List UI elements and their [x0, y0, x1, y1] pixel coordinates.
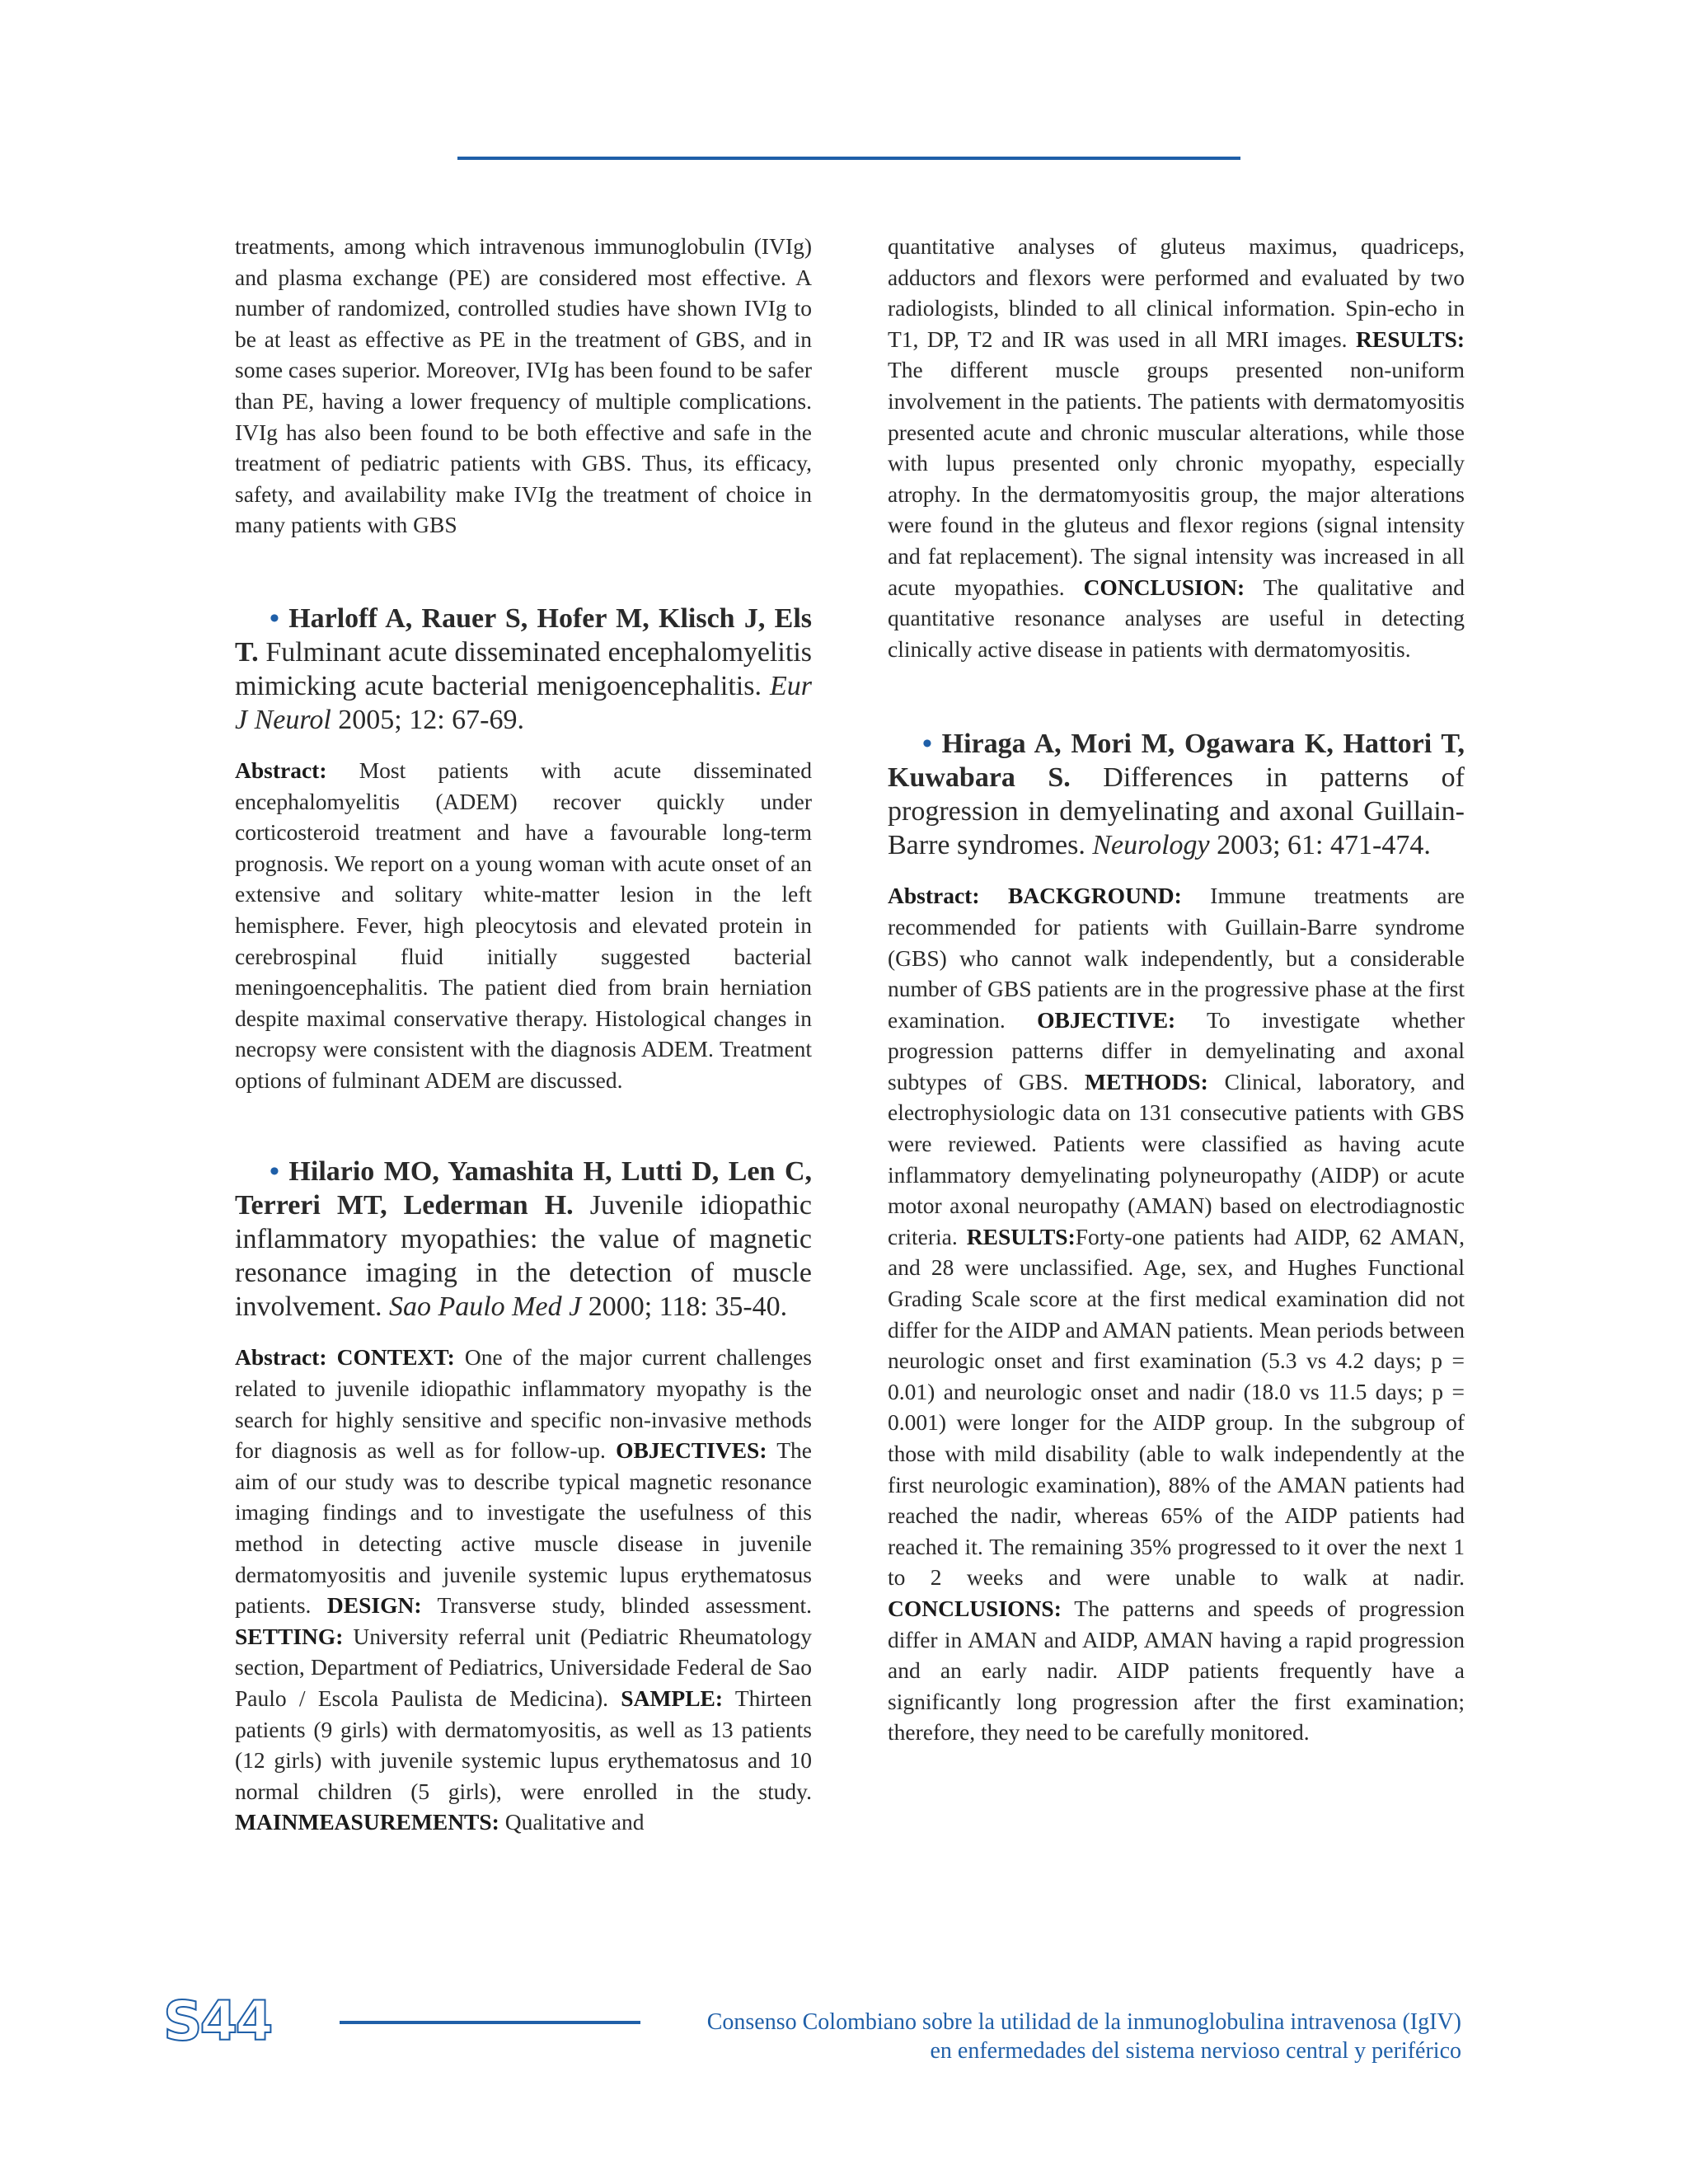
design-label: DESIGN: — [326, 1592, 422, 1619]
conclusions-label: CONCLUSIONS: — [888, 1595, 1062, 1621]
reference-harloff — [235, 602, 812, 737]
sample-label: SAMPLE: — [621, 1685, 724, 1711]
objectives-text: The aim of our study was to describe typical magnetic resonance imaging findings and to investigate the usefulness of this method in detecting active muscle disease in juvenile dermatomyositis and juvenile systemic lupus erythematosus patients. — [235, 1437, 813, 1619]
methods-label: METHODS: — [1085, 1068, 1208, 1094]
abstract-label: Abstract: — [235, 757, 327, 783]
abstract-text: Most patients with acute disseminated encephalomyelitis (ADEM) recover quickly under corticosteroid treatment and have a favourable long-term prognosis. We report on a young woman with acute onset of an extensive and solitary white-matter lesion in the left hemisphere. Fever, high pleocytosis and elevated protein in cerebrospinal fluid initially suggested bacterial meningoencephalitis. The patient died from brain herniation despite maximal conservative therapy. Histological changes in necropsy were consistent with the diagnosis ADEM. Treatment options of fulminant ADEM are discussed. — [235, 757, 812, 1093]
ref-authors: Hilario MO, Yamashita H, Lutti D, Len C, Terreri MT, Lederman H. — [235, 1156, 813, 1221]
abstract-label: Abstract: — [235, 1344, 327, 1371]
context-label: CONTEXT: — [336, 1344, 455, 1371]
context-text: One of the major current challenges related to juvenile idiopathic inflammatory myopathy is the search for highly sensitive and specific non-invasive methods for diagnosis as well as for follow-up. — [235, 1344, 812, 1464]
abstract-hilario — [235, 1342, 812, 1838]
header-rule — [457, 157, 1240, 160]
background-label: BACKGROUND: — [1007, 883, 1182, 909]
ref-citation: 2000; 118: 35-40. — [581, 1291, 788, 1323]
results-text: Forty-one patients had AIDP, 62 AMAN, and 28 were unclassified. Age, sex, and Hughes Functional Grading Scale score at the first medical examination did not differ for the AIDP and AMAN patients. Mean periods between neurologic onset and first examination (5.3 vs 4.2 days; p = 0.01) and neurologic onset and nadir (18.0 vs 11.5 days; p = 0.001) were longer for the AIDP group. In the subgroup of those with mild disability (able to walk independently at the first neurologic examination), 88% of the AMAN patients had reached the nadir, whereas 65% of the AIDP patients had reached it. The remaining 35% progressed to it over the next 1 to 2 weeks and were unable to walk at nadir. — [888, 1223, 1465, 1591]
page-number: S44 — [163, 1990, 271, 2053]
ref-citation: 2003; 61: 471-474. — [1209, 830, 1431, 861]
reference-hiraga — [888, 727, 1465, 862]
ref-journal: Sao Paulo Med J — [388, 1291, 582, 1323]
bullet-icon: • — [270, 602, 279, 634]
objective-text: To investigate whether progression patterns differ in demyelinating and axonal subtypes of GBS. — [888, 1006, 1465, 1094]
ref-authors: Hiraga A, Mori M, Ogawara K, Hattori T, Kuwabara S. — [888, 729, 1465, 794]
ref-authors: Harloff A, Rauer S, Hofer M, Klisch J, Els T. — [235, 602, 812, 668]
abstract-hilario-continued — [888, 231, 1465, 664]
ref-title: Juvenile idiopathic inflammatory myopathies: the value of magnetic resonance imaging in the detection of muscle involvement. — [235, 1190, 812, 1323]
sample-text: Thirteen patients (9 girls) with dermatomyositis, as well as 13 patients (12 girls) with juvenile systemic lupus erythematosus and 10 normal children (5 girls), were enrolled in the study. — [235, 1685, 812, 1804]
footer-rule — [340, 2021, 640, 2024]
intro-paragraph: treatments, among which intravenous immunoglobulin (IVIg) and plasma exchange (PE) are considered most effective. A number of randomized, controlled studies have shown IVIg to be at least as effective as PE in the treatment of GBS, and in some cases superior. Moreover, IVIg has been found to be safer than PE, having a lower frequency of multiple complications. IVIg has also been found to be both effective and safe in the treatment of pediatric patients with GBS. Thus, its efficacy, safety, and availability make IVIg the treatment of choice in many patients with GBS — [235, 233, 812, 538]
reference-hilario — [235, 1155, 812, 1324]
design-text: Transverse study, blinded assessment. — [421, 1592, 812, 1619]
measurements-text: Qualitative and — [499, 1809, 645, 1835]
right-column — [888, 231, 1465, 1748]
measurements-label: MAINMEASUREMENTS: — [235, 1809, 499, 1835]
abstract-label: Abstract: — [888, 883, 980, 909]
ref-title: Fulminant acute disseminated encephalomyelitis mimicking acute bacterial menigoencephalitis. — [235, 636, 812, 701]
left-column — [235, 231, 812, 1838]
abstract-hiraga — [888, 880, 1465, 1748]
objectives-label: OBJECTIVES: — [616, 1437, 767, 1464]
ref-citation: 2005; 12: 67-69. — [331, 704, 524, 735]
footer-line-1: Consenso Colombiano sobre la utilidad de la inmunoglobulina intravenosa (IgIV) — [706, 2009, 1461, 2035]
setting-label: SETTING: — [235, 1623, 344, 1649]
results-label: RESULTS: — [1356, 326, 1465, 352]
methods-text: Clinical, laboratory, and electrophysiologic data on 131 consecutive patients with GBS were reviewed. Patients were classified as having acute inflammatory demyelinating polyneuropathy (AIDP) or acute motor axonal neuropathy (AMAN) based on electrodiagnostic criteria. — [888, 1068, 1465, 1249]
continued-text: quantitative analyses of gluteus maximus, quadriceps, adductors and flexors were performed and evaluated by two radiologists, blinded to all clinical information. Spin-echo in T1, DP, T2 and IR was used in all MRI images. — [888, 233, 1465, 352]
conclusion-label: CONCLUSION: — [1083, 574, 1245, 600]
abstract-harloff — [235, 755, 812, 1096]
bullet-icon: • — [922, 729, 932, 760]
objective-label: OBJECTIVE: — [1037, 1006, 1176, 1033]
ref-journal: Eur J Neurol — [235, 670, 812, 735]
results-text: The different muscle groups presented non-uniform involvement in the patients. The patients with dermatomyositis presented acute and chronic muscular alterations, while those with lupus presented only chronic myopathy, especially atrophy. In the dermatomyositis group, the major alterations were found in the gluteus and flexor regions (signal intensity and fat replacement). The signal intensity was increased in all acute myopathies. — [888, 357, 1465, 600]
footer-line-2: en enfermedades del sistema nervioso central y periférico — [930, 2038, 1461, 2064]
footer-running-title — [637, 2008, 1461, 2065]
ref-journal: Neurology — [1092, 830, 1210, 861]
background-text: Immune treatments are recommended for patients with Guillain-Barre syndrome (GBS) who cannot walk independently, but a considerable number of GBS patients are in the progressive phase at the first examination. — [888, 883, 1465, 1033]
results-label: RESULTS: — [966, 1223, 1076, 1249]
setting-text: University referral unit (Pediatric Rheumatology section, Department of Pediatrics, Universidade Federal de Sao Paulo / Escola Paulista de Medicina). — [235, 1623, 812, 1711]
conclusions-text: The patterns and speeds of progression differ in AMAN and AIDP, AMAN having a rapid progression and an early nadir. AIDP patients frequently have a significantly long progression after the first examination; therefore, they need to be carefully monitored. — [888, 1595, 1465, 1746]
conclusion-text: The qualitative and quantitative resonance analyses are useful in detecting clinically active disease in patients with dermatomyositis. — [888, 574, 1465, 662]
bullet-icon: • — [270, 1156, 279, 1188]
ref-title: Differences in patterns of progression in demyelinating and axonal Guillain-Barre syndromes. — [888, 762, 1465, 861]
